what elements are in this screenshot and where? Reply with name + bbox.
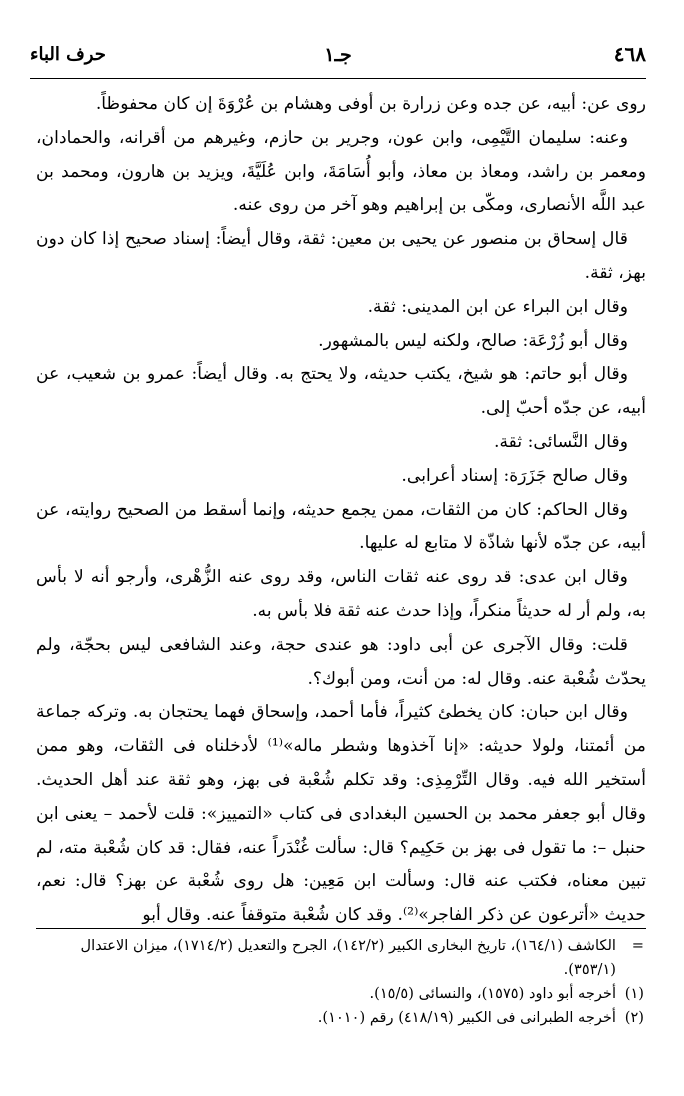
chapter-title: حرف الباء	[30, 44, 106, 65]
footnote-continuation-text: الكاشف (١٦٤/١)، تاريخ البخارى الكبير (١٤٢/٢)، الجرح والتعديل (١٧١٤/٢)، ميزان الاعتدال (٣٥٣/١).	[80, 937, 616, 978]
main-text	[36, 88, 646, 933]
footnote-continuation-marker: =	[631, 937, 644, 954]
footnote-continuation	[36, 934, 644, 982]
paragraph: وقال أبو حاتم: هو شيخ، يكتب حديثه، ولا يحتج به. وقال أيضاً: عمرو بن شعيب، عن أبيه، عن جدّه أحبّ إلى.	[36, 364, 646, 419]
page-header	[30, 38, 646, 74]
paragraph: وقال ابن حبان: كان يخطئ كثيراً، فأما أحمد، وإسحاق فهما يحتجان به. وتركه جماعة من أئمتنا، ولولا حديثه: «إنا آخذوها وشطر ماله»⁽¹⁾ لأدخلناه فى الثقات، وهو ممن أستخير الله فيه. وقال التِّرْمِذِى: وقد تكلم شُعْبة فى بهز، وهو ثقة عند أهل الحديث. وقال أبو جعفر محمد بن الحسين البغدادى فى كتاب «التمييز»: قلت لأحمد – يعنى ابن حنبل –: ما تقول فى بهز بن حَكِيم؟ قال: سألت غُنْدَراً عنه، فقال: قد كان شُعْبة مته، لم تبين معناه، فكتب عنه قال: وسألت ابن مَعِين: هل روى شُعْبة عن بهز؟ قال: نعم، حديث «أترعون عن ذكر الفاجر»⁽²⁾. وقد كان شُعْبة متوقفاً عنه. وقال أبو	[36, 702, 647, 926]
paragraph: وقال أبو زُرْعَة: صالح، ولكنه ليس بالمشهور.	[318, 330, 628, 351]
paragraph: وعنه: سليمان التَّيْمِى، وابن عون، وجرير بن حازم، وغيرهم من أقرانه، والحمادان، ومعمر بن راشد، ومعاذ بن معاذ، وأبو أُسَامَةَ، وابن عُلَيَّةَ، ويزيد بن هارون، ومحمد بن عبد اللَّه الأنصارى، ومكّى بن إبراهيم وهو آخر من روى عنه.	[36, 127, 646, 216]
paragraph: وقال النَّسائى: ثقة.	[494, 431, 628, 452]
footnote-text: أخرجه الطبرانى فى الكبير (٤١٨/١٩) رقم (١٠١٠).	[317, 1009, 616, 1026]
footnotes	[36, 934, 644, 1030]
paragraph: وقال صالح جَزَرَة: إسناد أعرابى.	[401, 465, 628, 486]
header-rule	[30, 78, 646, 79]
footnote-item	[36, 982, 644, 1006]
paragraph: روى عن: أبيه، عن جده وعن زرارة بن أوفى وهشام بن عُرْوَةَ إن كان محفوظاً.	[95, 94, 646, 114]
paragraph: قال إسحاق بن منصور عن يحيى بن معين: ثقة، وقال أيضاً: إسناد صحيح إذا كان دون بهز، ثقة.	[36, 229, 646, 283]
footnote-rule	[36, 928, 646, 929]
footnote-marker: (٢)	[624, 1009, 644, 1026]
paragraph: وقال ابن عدى: قد روى عنه ثقات الناس، وقد روى عنه الزُّهْرى، وأرجو أنه لا بأس به، ولم أر له حديثاً منكراً، وإذا حدث عنه ثقة فلا بأس به.	[36, 567, 646, 621]
footnote-text: أخرجه أبو داود (١٥٧٥)، والنسائى (١٥/٥).	[369, 985, 616, 1002]
paragraph: وقال الحاكم: كان من الثقات، ممن يجمع حديثه، وإنما أسقط من الصحيح روايته، عن أبيه، عن جدّه لأنها شاذّة لا متابع له عليها.	[36, 499, 646, 554]
volume-label: جـ١	[324, 44, 352, 66]
paragraph: قلت: وقال الآجرى عن أبى داود: هو عندى حجة، وعند الشافعى ليس بحجّة، ولم يحدّث شُعْبة عنه. وقال له: من أنت، ومن أبوك؟.	[36, 634, 646, 689]
paragraph: وقال ابن البراء عن ابن المدينى: ثقة.	[367, 296, 628, 317]
footnote-marker: (١)	[624, 985, 644, 1002]
footnote-item	[36, 1006, 644, 1030]
page-number: ٤٦٨	[613, 42, 646, 66]
